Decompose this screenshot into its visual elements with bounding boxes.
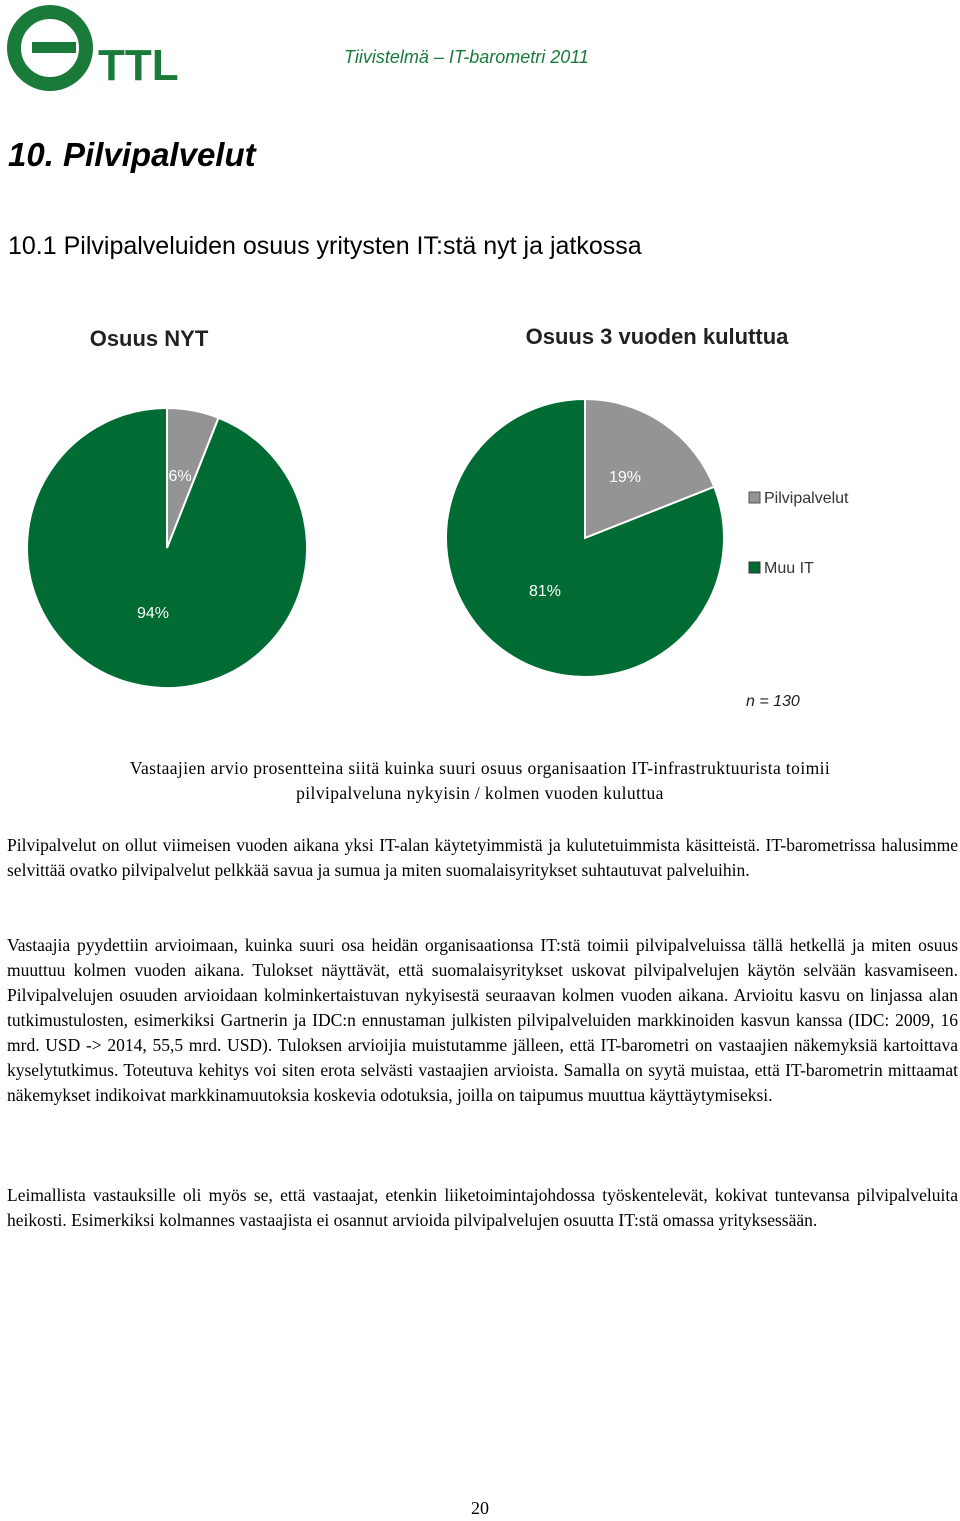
- document-title: Tiivistelmä – IT-barometri 2011: [344, 47, 589, 67]
- logo-bar: [32, 42, 76, 53]
- legend-swatch-pilvipalvelut: [749, 492, 760, 503]
- paragraph-2: Vastaajia pyydettiin arvioimaan, kuinka suuri osa heidän organisaationsa IT:stä toimii pilvipalveluissa tällä hetkellä ja miten osuus muuttuu kolmen vuoden aikana. Tulokset näyttävät, että suomalaisyritykset uskovat pilvipalvelujen käytön selvään kasvamiseen. Pilvipalvelujen osuuden arvioidaan kolminkertaistuvan nykyisestä seuraavan kolmen vuoden aikana. Arvioitu kasvu on linjassa alan tutkimustulosten, esimerkiksi Gartnerin ja IDC:n ennustaman julkisten pilvipalveluiden markkinoiden kasvun kanssa (IDC: 2009, 16 mrd. USD -> 2014, 55,5 mrd. USD). Tuloksen arvioijia muistutamme jälleen, että IT-barometri on vastaajien näkemyksiä kartoittava kyselytutkimus. Toteutuva kehitys voi siten erota selvästi vastaajien arvioista. Samalla on syytä muistaa, että IT-barometrin mittaamat näkemykset indikoivat markkinamuutoksia koskevia odotuksia, joilla on taipumus muuttua käyttäytymiseksi.: [7, 935, 958, 1105]
- pie-data-label: 19%: [608, 469, 642, 486]
- pie-charts: [0, 300, 960, 730]
- logo-text: TTL: [98, 41, 179, 90]
- chart-title-now: Osuus NYT: [89, 326, 209, 351]
- figure-caption-line-1: Vastaajien arvio prosentteina siitä kuinka suuri osuus organisaation IT-infrastruktuurista toimii: [129, 758, 831, 778]
- subsection-heading: 10.1 Pilvipalveluiden osuus yritysten IT:stä nyt ja jatkossa: [8, 232, 642, 260]
- sample-size-note: n = 130: [746, 693, 800, 710]
- pie-now: [27, 408, 307, 688]
- chart-title-future: Osuus 3 vuoden kuluttua: [525, 324, 789, 349]
- legend-label-muu-it: Muu IT: [764, 560, 814, 577]
- pie-data-label: 81%: [528, 583, 562, 600]
- section-heading: 10. Pilvipalvelut: [8, 136, 256, 173]
- pie-future: [446, 399, 724, 677]
- pie-slice-muu-it: [27, 408, 307, 688]
- paragraph-3: Leimallista vastauksille oli myös se, että vastaajat, etenkin liiketoimintajohdossa työskentelevät, kokivat tuntevansa pilvipalveluita heikosti. Esimerkiksi kolmannes vastaajista ei osannut arvioida pilvipalvelujen osuutta IT:stä omassa yrityksessään.: [7, 1185, 958, 1230]
- pie-data-label: 94%: [136, 605, 170, 622]
- paragraph-1: Pilvipalvelut on ollut viimeisen vuoden aikana yksi IT-alan käytetyimmistä ja kulutetuimmista käsitteistä. IT-barometrissa halusimme selvittää ovatko pilvipalvelut pelkkää savua ja sumua ja miten suomalaisyritykset suhtautuvat palveluihin.: [7, 835, 958, 880]
- page-number: 20: [471, 1498, 489, 1518]
- pie-data-label: 6%: [168, 468, 192, 485]
- figure-caption-line-2: pilvipalveluna nykyisin / kolmen vuoden kuluttua: [296, 783, 664, 803]
- legend-label-pilvipalvelut: Pilvipalvelut: [764, 490, 849, 507]
- ttl-logo: [6, 4, 196, 94]
- legend-swatch-muu-it: [749, 562, 760, 573]
